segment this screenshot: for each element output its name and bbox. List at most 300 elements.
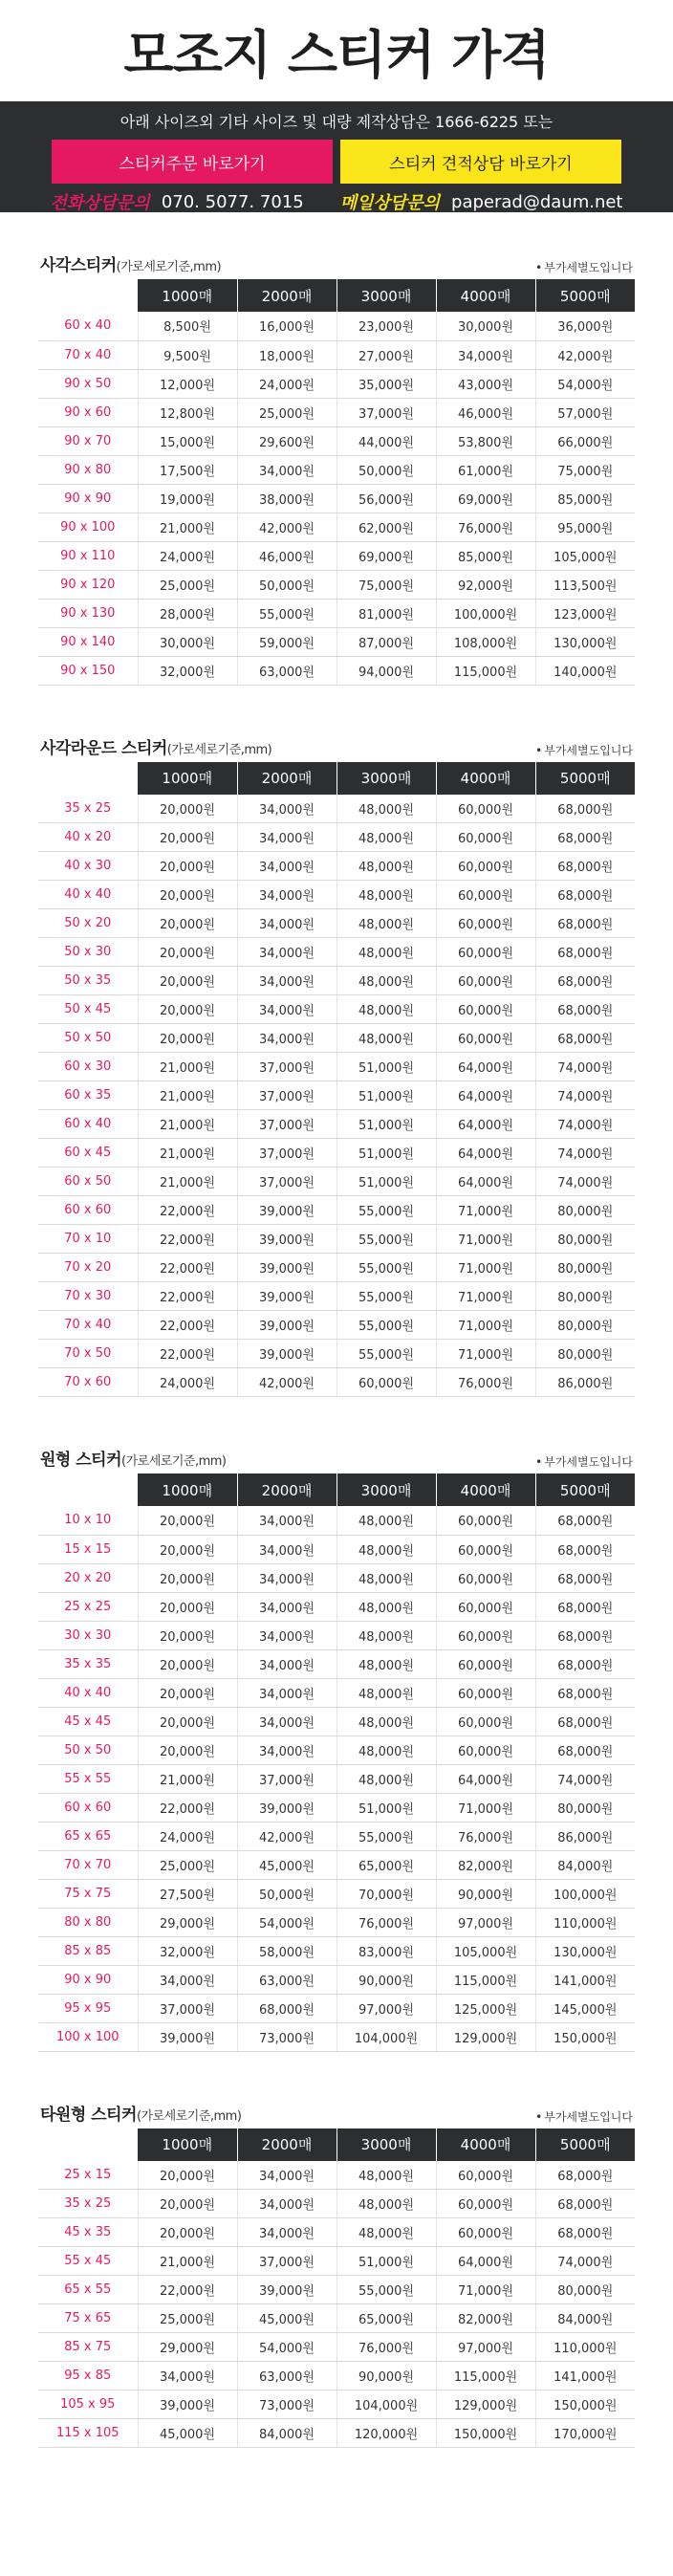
price-cell: 82,000원 [436,1850,535,1879]
price-cell: 60,000원 [436,1592,535,1621]
price-cell: 46,000원 [237,541,336,570]
table-row [38,455,635,484]
price-cell: 145,000원 [535,1994,635,2022]
column-header: 4000매 [436,2128,535,2161]
price-cell: 68,000원 [237,1994,336,2022]
size-cell: 55 x 45 [38,2247,138,2276]
price-cell: 37,000원 [237,1081,336,1110]
price-cell: 48,000원 [336,1736,436,1764]
price-cell: 150,000원 [436,2419,535,2448]
price-cell: 86,000원 [535,1368,635,1397]
price-cell: 48,000원 [336,995,436,1024]
table-row [38,1649,635,1678]
price-cell: 60,000원 [436,938,535,967]
price-cell: 20,000원 [138,938,237,967]
price-cell: 110,000원 [535,2333,635,2362]
size-cell: 115 x 105 [38,2419,138,2448]
price-cell: 60,000원 [436,823,535,852]
table-row [38,795,635,823]
price-cell: 125,000원 [436,1994,535,2022]
price-cell: 141,000원 [535,1965,635,1994]
table-row [38,967,635,995]
size-cell: 90 x 50 [38,369,138,398]
price-cell: 29,000원 [138,2333,237,2362]
table-row [38,2218,635,2247]
price-cell: 55,000원 [336,1225,436,1254]
size-cell: 50 x 50 [38,1024,138,1053]
price-cell: 90,000원 [436,1879,535,1908]
contact-banner [0,101,673,212]
column-header: 4000매 [436,279,535,312]
price-cell: 68,000원 [535,795,635,823]
price-cell: 68,000원 [535,881,635,909]
phone-label: 전화상담문의 [50,193,150,213]
size-cell: 60 x 45 [38,1139,138,1168]
table-row [38,1621,635,1649]
column-header: 3000매 [336,1474,436,1506]
price-cell: 48,000원 [336,938,436,967]
price-cell: 22,000원 [138,1340,237,1368]
price-cell: 80,000원 [535,1282,635,1311]
section-subtitle: (가로세로기준,mm) [121,1454,227,1469]
price-cell: 34,000원 [237,1535,336,1563]
price-cell: 68,000원 [535,852,635,881]
price-cell: 68,000원 [535,995,635,1024]
table-row [38,1592,635,1621]
size-cell: 45 x 45 [38,1707,138,1736]
price-cell: 130,000원 [535,627,635,656]
column-header: 2000매 [237,279,336,312]
size-cell: 15 x 15 [38,1535,138,1563]
table-row [38,2022,635,2051]
price-cell: 34,000원 [138,1965,237,1994]
size-cell: 40 x 40 [38,1678,138,1707]
size-cell: 95 x 95 [38,1994,138,2022]
table-row [38,995,635,1024]
column-header: 3000매 [336,279,436,312]
column-header: 4000매 [436,762,535,795]
price-cell: 64,000원 [436,1139,535,1168]
price-cell: 51,000원 [336,1168,436,1196]
price-cell: 60,000원 [436,1678,535,1707]
price-cell: 8,500원 [138,312,237,340]
price-cell: 70,000원 [336,1879,436,1908]
table-row [38,2190,635,2218]
table-row [38,1053,635,1081]
price-cell: 20,000원 [138,1592,237,1621]
vat-note: • 부가세별도입니다 [535,259,633,275]
table-row [38,1965,635,1994]
price-cell: 42,000원 [535,340,635,369]
price-cell: 32,000원 [138,656,237,685]
table-row [38,398,635,426]
price-cell: 68,000원 [535,1736,635,1764]
price-cell: 24,000원 [138,1822,237,1850]
price-cell: 60,000원 [436,995,535,1024]
size-cell: 70 x 40 [38,1311,138,1340]
price-cell: 54,000원 [237,1908,336,1936]
price-cell: 68,000원 [535,1535,635,1563]
price-cell: 74,000원 [535,1764,635,1793]
table-row [38,1793,635,1822]
size-cell: 80 x 80 [38,1908,138,1936]
price-cell: 100,000원 [436,599,535,627]
price-cell: 141,000원 [535,2362,635,2390]
size-cell: 60 x 60 [38,1793,138,1822]
price-cell: 81,000원 [336,599,436,627]
price-cell: 80,000원 [535,1311,635,1340]
price-cell: 20,000원 [138,2161,237,2190]
price-section [0,735,673,1398]
section-title: 사각라운드 스티커 [40,738,167,758]
price-cell: 20,000원 [138,1678,237,1707]
price-cell: 34,000원 [436,340,535,369]
price-cell: 48,000원 [336,1024,436,1053]
section-title: 타원형 스티커 [40,2105,137,2125]
price-cell: 60,000원 [436,1649,535,1678]
button-row [0,140,673,184]
price-cell: 34,000원 [237,1592,336,1621]
table-row [38,2247,635,2276]
price-cell: 48,000원 [336,1707,436,1736]
price-cell: 65,000원 [336,2304,436,2333]
price-cell: 90,000원 [336,1965,436,1994]
price-cell: 20,000원 [138,909,237,938]
price-cell: 61,000원 [436,455,535,484]
price-cell: 20,000원 [138,1707,237,1736]
price-cell: 25,000원 [138,1850,237,1879]
size-cell: 35 x 25 [38,795,138,823]
price-cell: 42,000원 [237,1368,336,1397]
size-cell: 90 x 110 [38,541,138,570]
table-row [38,656,635,685]
column-header: 1000매 [138,279,237,312]
price-cell: 84,000원 [535,1850,635,1879]
size-cell: 70 x 60 [38,1368,138,1397]
price-cell: 24,000원 [237,369,336,398]
column-header: 1000매 [138,2128,237,2161]
price-cell: 68,000원 [535,1024,635,1053]
price-cell: 115,000원 [436,2362,535,2390]
price-cell: 62,000원 [336,513,436,541]
price-cell: 140,000원 [535,656,635,685]
price-cell: 71,000원 [436,1196,535,1225]
table-row [38,2333,635,2362]
price-cell: 34,000원 [237,1024,336,1053]
column-header: 3000매 [336,762,436,795]
price-cell: 28,000원 [138,599,237,627]
mail-value[interactable]: paperad@daum.net [451,191,623,212]
size-cell: 90 x 70 [38,426,138,455]
price-cell: 20,000원 [138,1621,237,1649]
header-corner [38,1474,138,1506]
table-row [38,2419,635,2448]
section-header [38,2102,635,2128]
table-row [38,2276,635,2304]
price-cell: 36,000원 [535,312,635,340]
table-row [38,312,635,340]
price-cell: 130,000원 [535,1936,635,1965]
price-cell: 37,000원 [237,1764,336,1793]
table-header-row [38,762,635,795]
price-cell: 54,000원 [535,369,635,398]
price-cell: 150,000원 [535,2390,635,2419]
price-cell: 97,000원 [336,1994,436,2022]
table-row [38,1822,635,1850]
price-cell: 39,000원 [237,2276,336,2304]
price-cell: 76,000원 [336,2333,436,2362]
price-cell: 87,000원 [336,627,436,656]
price-table [38,1474,635,2052]
price-cell: 25,000원 [138,570,237,599]
price-cell: 68,000원 [535,1563,635,1592]
price-cell: 48,000원 [336,2161,436,2190]
size-cell: 25 x 15 [38,2161,138,2190]
price-cell: 100,000원 [535,1879,635,1908]
price-cell: 32,000원 [138,1936,237,1965]
price-cell: 51,000원 [336,1139,436,1168]
price-section [0,2102,673,2449]
table-row [38,1340,635,1368]
size-cell: 25 x 25 [38,1592,138,1621]
table-row [38,1994,635,2022]
price-cell: 48,000원 [336,909,436,938]
price-cell: 39,000원 [237,1311,336,1340]
size-cell: 35 x 35 [38,1649,138,1678]
price-cell: 35,000원 [336,369,436,398]
price-cell: 68,000원 [535,2161,635,2190]
price-cell: 37,000원 [237,1053,336,1081]
price-cell: 68,000원 [535,909,635,938]
price-cell: 34,000원 [237,1736,336,1764]
section-title: 원형 스티커 [40,1451,122,1470]
price-cell: 60,000원 [436,1535,535,1563]
price-cell: 69,000원 [436,484,535,513]
size-cell: 90 x 60 [38,398,138,426]
price-cell: 71,000원 [436,1225,535,1254]
price-cell: 34,000원 [237,1621,336,1649]
price-cell: 51,000원 [336,1793,436,1822]
size-cell: 90 x 150 [38,656,138,685]
price-cell: 71,000원 [436,1793,535,1822]
price-cell: 21,000원 [138,1764,237,1793]
price-cell: 60,000원 [436,1563,535,1592]
price-cell: 104,000원 [336,2022,436,2051]
table-row [38,1196,635,1225]
price-cell: 85,000원 [436,541,535,570]
price-cell: 120,000원 [336,2419,436,2448]
table-row [38,1139,635,1168]
size-cell: 100 x 100 [38,2022,138,2051]
price-cell: 37,000원 [237,1139,336,1168]
price-cell: 80,000원 [535,1196,635,1225]
price-cell: 97,000원 [436,1908,535,1936]
price-cell: 104,000원 [336,2390,436,2419]
table-row [38,2362,635,2390]
price-cell: 34,000원 [237,1506,336,1535]
price-cell: 82,000원 [436,2304,535,2333]
size-cell: 50 x 50 [38,1736,138,1764]
price-cell: 95,000원 [535,513,635,541]
size-cell: 90 x 120 [38,570,138,599]
price-cell: 59,000원 [237,627,336,656]
table-row [38,426,635,455]
price-cell: 38,000원 [237,484,336,513]
price-cell: 85,000원 [535,484,635,513]
price-cell: 129,000원 [436,2390,535,2419]
price-cell: 71,000원 [436,1254,535,1282]
price-cell: 60,000원 [436,795,535,823]
price-cell: 63,000원 [237,2362,336,2390]
size-cell: 70 x 10 [38,1225,138,1254]
price-cell: 74,000원 [535,1110,635,1139]
price-cell: 22,000원 [138,1282,237,1311]
price-sections [0,252,673,2448]
price-cell: 60,000원 [436,2218,535,2247]
size-cell: 90 x 90 [38,484,138,513]
price-cell: 34,000원 [237,881,336,909]
price-cell: 65,000원 [336,1850,436,1879]
order-button[interactable]: 스티커주문 바로가기 [52,140,333,184]
price-cell: 60,000원 [436,1024,535,1053]
size-cell: 90 x 130 [38,599,138,627]
price-cell: 37,000원 [237,1168,336,1196]
price-cell: 9,500원 [138,340,237,369]
price-cell: 39,000원 [138,2022,237,2051]
price-cell: 34,000원 [237,1649,336,1678]
size-cell: 55 x 55 [38,1764,138,1793]
size-cell: 45 x 35 [38,2218,138,2247]
table-row [38,541,635,570]
price-cell: 76,000원 [436,513,535,541]
phone-value[interactable]: 070. 5077. 7015 [161,191,304,212]
size-cell: 50 x 20 [38,909,138,938]
price-cell: 84,000원 [237,2419,336,2448]
size-cell: 50 x 45 [38,995,138,1024]
table-row [38,1024,635,1053]
price-cell: 56,000원 [336,484,436,513]
size-cell: 85 x 85 [38,1936,138,1965]
price-cell: 15,000원 [138,426,237,455]
price-cell: 48,000원 [336,1563,436,1592]
section-subtitle: (가로세로기준,mm) [116,260,222,274]
price-cell: 21,000원 [138,1168,237,1196]
price-cell: 73,000원 [237,2022,336,2051]
price-cell: 48,000원 [336,1592,436,1621]
price-cell: 68,000원 [535,938,635,967]
price-cell: 76,000원 [436,1822,535,1850]
page-title: 모조지 스티커 가격 [123,24,550,85]
price-cell: 60,000원 [436,881,535,909]
price-table [38,2128,635,2449]
price-cell: 74,000원 [535,2247,635,2276]
size-cell: 90 x 140 [38,627,138,656]
price-cell: 74,000원 [535,1053,635,1081]
section-header [38,252,635,279]
column-header: 3000매 [336,2128,436,2161]
price-cell: 80,000원 [535,1793,635,1822]
price-cell: 37,000원 [336,398,436,426]
price-cell: 34,000원 [237,2190,336,2218]
price-cell: 30,000원 [436,312,535,340]
price-cell: 20,000원 [138,1736,237,1764]
price-cell: 20,000원 [138,1649,237,1678]
vat-note: • 부가세별도입니다 [535,1453,633,1470]
size-cell: 90 x 90 [38,1965,138,1994]
table-row [38,881,635,909]
size-cell: 65 x 65 [38,1822,138,1850]
price-cell: 68,000원 [535,1506,635,1535]
price-cell: 129,000원 [436,2022,535,2051]
price-cell: 34,000원 [237,1678,336,1707]
price-cell: 39,000원 [237,1196,336,1225]
price-cell: 60,000원 [436,2161,535,2190]
price-cell: 22,000원 [138,1793,237,1822]
price-cell: 76,000원 [436,1368,535,1397]
price-cell: 39,000원 [237,1225,336,1254]
price-cell: 46,000원 [436,398,535,426]
price-cell: 48,000원 [336,823,436,852]
section-heading [40,251,221,275]
price-cell: 48,000원 [336,967,436,995]
price-cell: 71,000원 [436,1282,535,1311]
price-cell: 63,000원 [237,1965,336,1994]
price-cell: 20,000원 [138,967,237,995]
price-cell: 20,000원 [138,1506,237,1535]
vat-note: • 부가세별도입니다 [535,742,633,758]
price-cell: 21,000원 [138,1110,237,1139]
price-cell: 22,000원 [138,1196,237,1225]
price-cell: 170,000원 [535,2419,635,2448]
table-row [38,599,635,627]
size-cell: 70 x 20 [38,1254,138,1282]
table-row [38,484,635,513]
table-row [38,513,635,541]
price-cell: 29,000원 [138,1908,237,1936]
table-row [38,2161,635,2190]
size-cell: 105 x 95 [38,2390,138,2419]
price-cell: 34,000원 [237,909,336,938]
price-cell: 12,800원 [138,398,237,426]
column-header: 5000매 [535,279,635,312]
price-cell: 55,000원 [336,1254,436,1282]
section-heading [40,1446,226,1470]
price-cell: 20,000원 [138,1024,237,1053]
price-table [38,762,635,1398]
price-cell: 48,000원 [336,1506,436,1535]
table-row [38,2304,635,2333]
price-cell: 57,000원 [535,398,635,426]
table-row [38,1764,635,1793]
price-cell: 48,000원 [336,1678,436,1707]
price-cell: 34,000원 [237,795,336,823]
quote-button[interactable]: 스티커 견적상담 바로가기 [340,140,621,184]
price-cell: 54,000원 [237,2333,336,2362]
price-cell: 58,000원 [237,1936,336,1965]
price-cell: 50,000원 [237,1879,336,1908]
price-section [0,1447,673,2052]
table-row [38,1908,635,1936]
size-cell: 65 x 55 [38,2276,138,2304]
price-cell: 20,000원 [138,1563,237,1592]
price-cell: 39,000원 [237,1793,336,1822]
price-cell: 25,000원 [138,2304,237,2333]
price-cell: 92,000원 [436,570,535,599]
price-cell: 30,000원 [138,627,237,656]
price-cell: 18,000원 [237,340,336,369]
price-cell: 20,000원 [138,2190,237,2218]
size-cell: 70 x 50 [38,1340,138,1368]
